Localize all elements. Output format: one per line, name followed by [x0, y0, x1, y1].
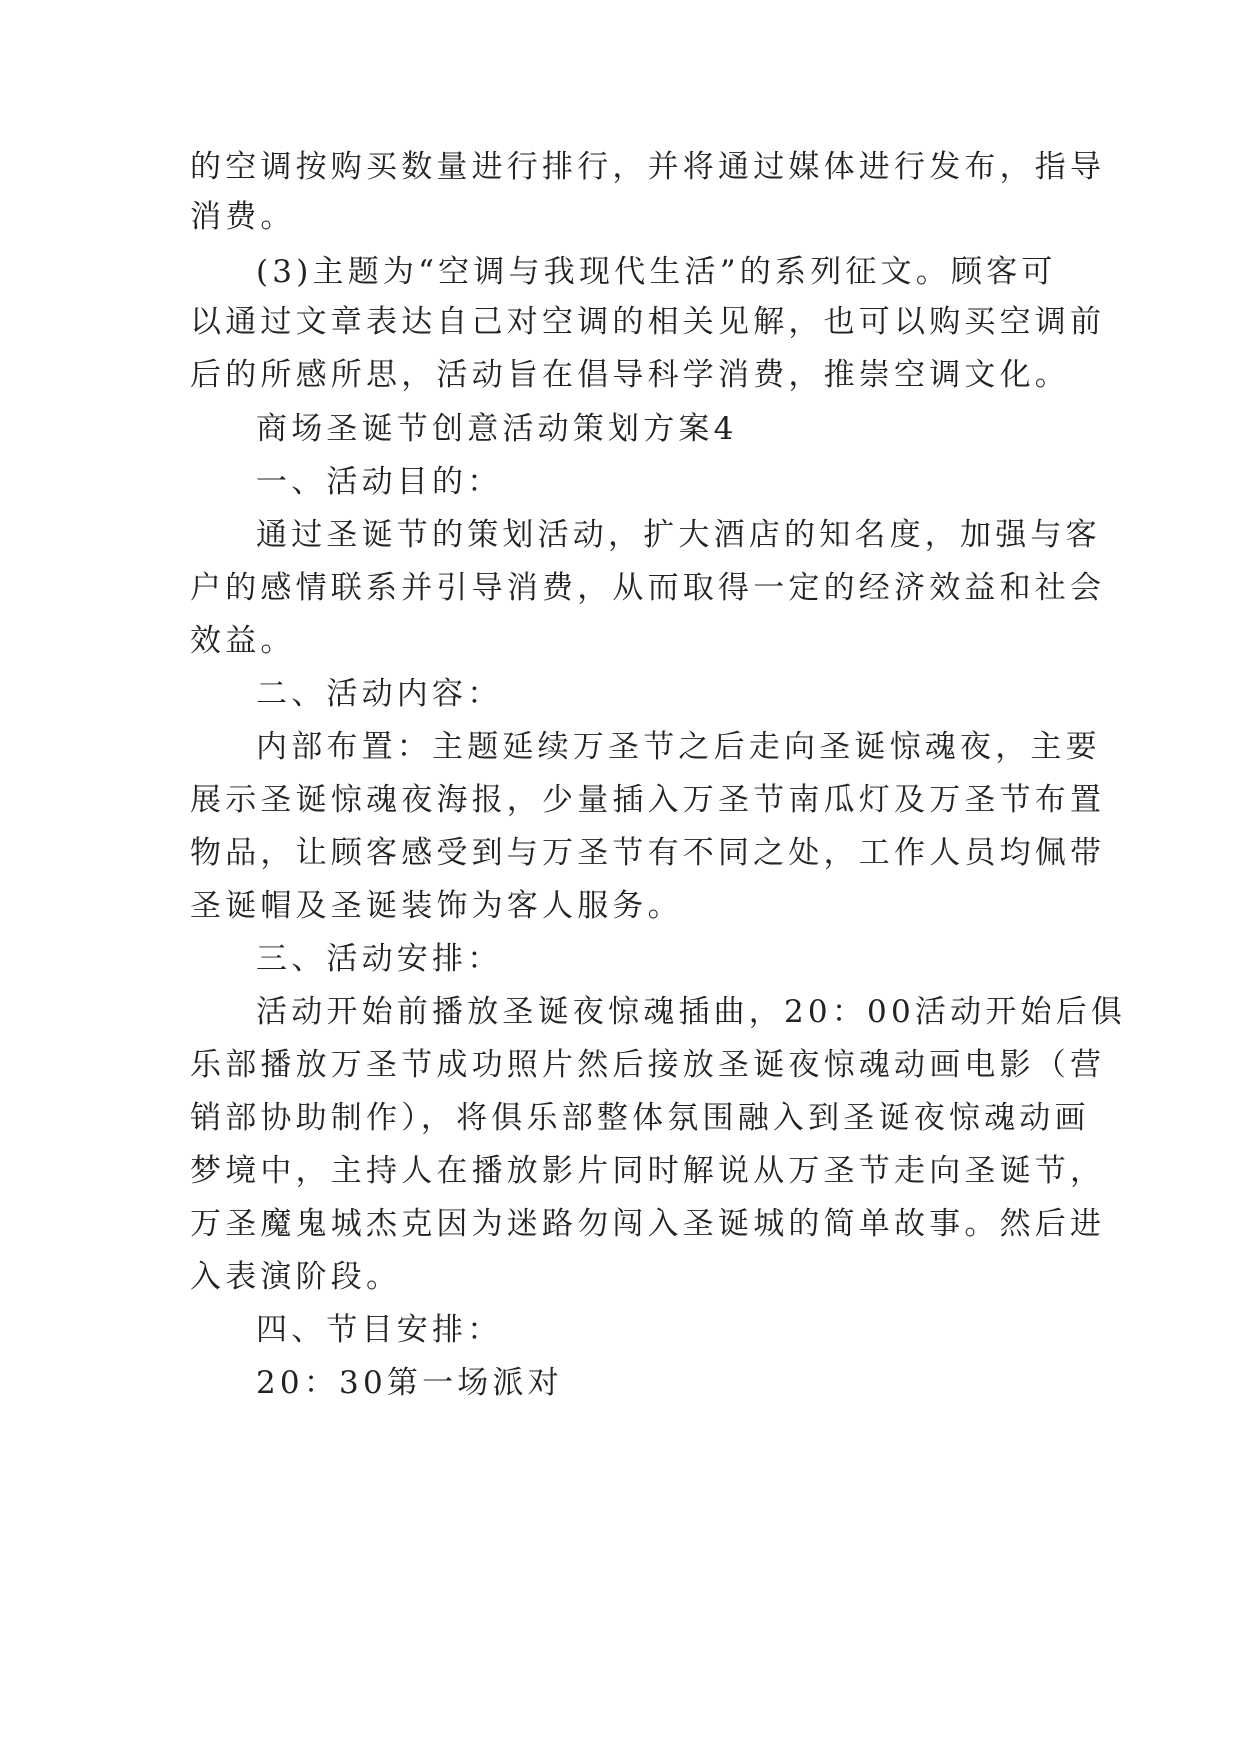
text-line: 展示圣诞惊魂夜海报，少量插入万圣节南瓜灯及万圣节布置 [190, 782, 1106, 818]
text-line: 内部布置：主题延续万圣节之后走向圣诞惊魂夜，主要 [256, 729, 1101, 765]
text-line: 20：30第一场派对 [256, 1365, 563, 1401]
text-line: 万圣魔鬼城杰克因为迷路勿闯入圣诞城的简单故事。然后进 [190, 1206, 1106, 1242]
section-heading: 三、活动安排： [256, 941, 503, 977]
text-line: 活动开始前播放圣诞夜惊魂插曲，20：00活动开始后俱 [256, 994, 1127, 1030]
text-line: 物品，让顾客感受到与万圣节有不同之处，工作人员均佩带 [190, 835, 1106, 871]
section-heading: 二、活动内容： [256, 676, 503, 712]
text-line: 梦境中，主持人在播放影片同时解说从万圣节走向圣诞节， [190, 1153, 1106, 1189]
text-line: 户的感情联系并引导消费，从而取得一定的经济效益和社会 [190, 570, 1106, 606]
text-line: 通过圣诞节的策划活动，扩大酒店的知名度，加强与客 [256, 517, 1101, 553]
text-line: 的空调按购买数量进行排行，并将通过媒体进行发布，指导 [190, 149, 1106, 185]
text-line: 圣诞帽及圣诞装饰为客人服务。 [190, 888, 683, 924]
text-line: 入表演阶段。 [190, 1259, 402, 1295]
section-heading: 一、活动目的： [256, 464, 503, 500]
text-line: 以通过文章表达自己对空调的相关见解，也可以购买空调前 [190, 304, 1106, 340]
text-line: 乐部播放万圣节成功照片然后接放圣诞夜惊魂动画电影（营 [190, 1047, 1106, 1083]
section-heading: 四、节目安排： [256, 1312, 503, 1348]
text-line: 效益。 [190, 623, 296, 659]
text-line: 后的所感所思，活动旨在倡导科学消费，推崇空调文化。 [190, 357, 1070, 393]
text-line: 销部协助制作），将俱乐部整体氛围融入到圣诞夜惊魂动画 [190, 1100, 1090, 1136]
text-line: 消费。 [190, 199, 296, 235]
text-line: (3)主题为“空调与我现代生活”的系列征文。顾客可 [256, 254, 1057, 290]
section-heading: 商场圣诞节创意活动策划方案4 [256, 411, 738, 447]
